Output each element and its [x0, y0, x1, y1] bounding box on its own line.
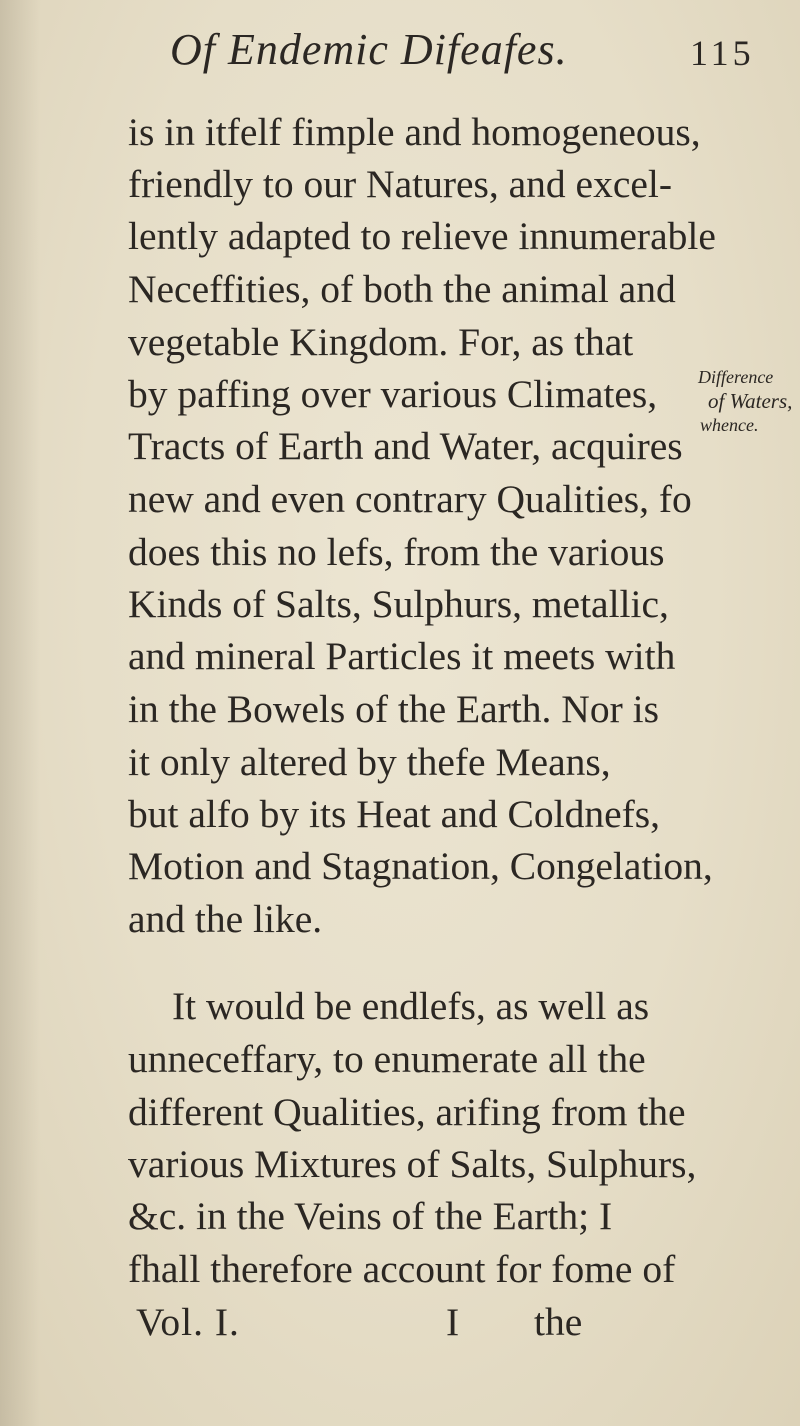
signature-mark: I	[446, 1300, 460, 1344]
text-line: is in itfelf fimple and homogeneous,	[128, 110, 701, 154]
margin-note	[698, 365, 798, 437]
text-line: in the Bowels of the Earth. Nor is	[128, 687, 659, 731]
text-line: Motion and Stagnation, Congelation,	[128, 844, 713, 888]
text-line: by paffing over various Climates,	[128, 372, 658, 416]
margin-note-line: Difference	[698, 367, 774, 387]
text-line: it only altered by thefe Means,	[128, 740, 611, 784]
text-line: does this no lefs, from the various	[128, 530, 665, 574]
text-line: various Mixtures of Salts, Sulphurs,	[128, 1142, 697, 1186]
page-footer	[0, 1298, 800, 1348]
text-line: Kinds of Salts, Sulphurs, metallic,	[128, 582, 669, 626]
text-line: unneceffary, to enumerate all the	[128, 1037, 646, 1081]
text-line: and the like.	[128, 897, 323, 941]
text-line: but alfo by its Heat and Coldnefs,	[128, 792, 661, 836]
text-line: Tracts of Earth and Water, acquires	[128, 424, 683, 468]
text-line: new and even contrary Qualities, fo	[128, 477, 692, 521]
text-line: and mineral Particles it meets with	[128, 634, 676, 678]
text-line: friendly to our Natures, and excel-	[128, 162, 673, 206]
running-title: Of Endemic Difeafes.	[170, 25, 568, 74]
text-line: Neceffities, of both the animal and	[128, 267, 676, 311]
margin-note-line: whence.	[700, 415, 759, 435]
margin-note-line: of Waters,	[708, 389, 793, 413]
text-line: lently adapted to relieve innumerable	[128, 214, 716, 258]
text-line: &c. in the Veins of the Earth; I	[128, 1194, 613, 1238]
text-line: It would be endlefs, as well as	[172, 984, 650, 1028]
volume-label: Vol. I.	[136, 1300, 240, 1344]
text-line: vegetable Kingdom. For, as that	[128, 320, 634, 364]
text-line: fhall therefore account for fome of	[128, 1247, 676, 1291]
catchword: the	[534, 1300, 583, 1344]
text-line: different Qualities, arifing from the	[128, 1090, 686, 1134]
page-number: 115	[690, 33, 755, 73]
